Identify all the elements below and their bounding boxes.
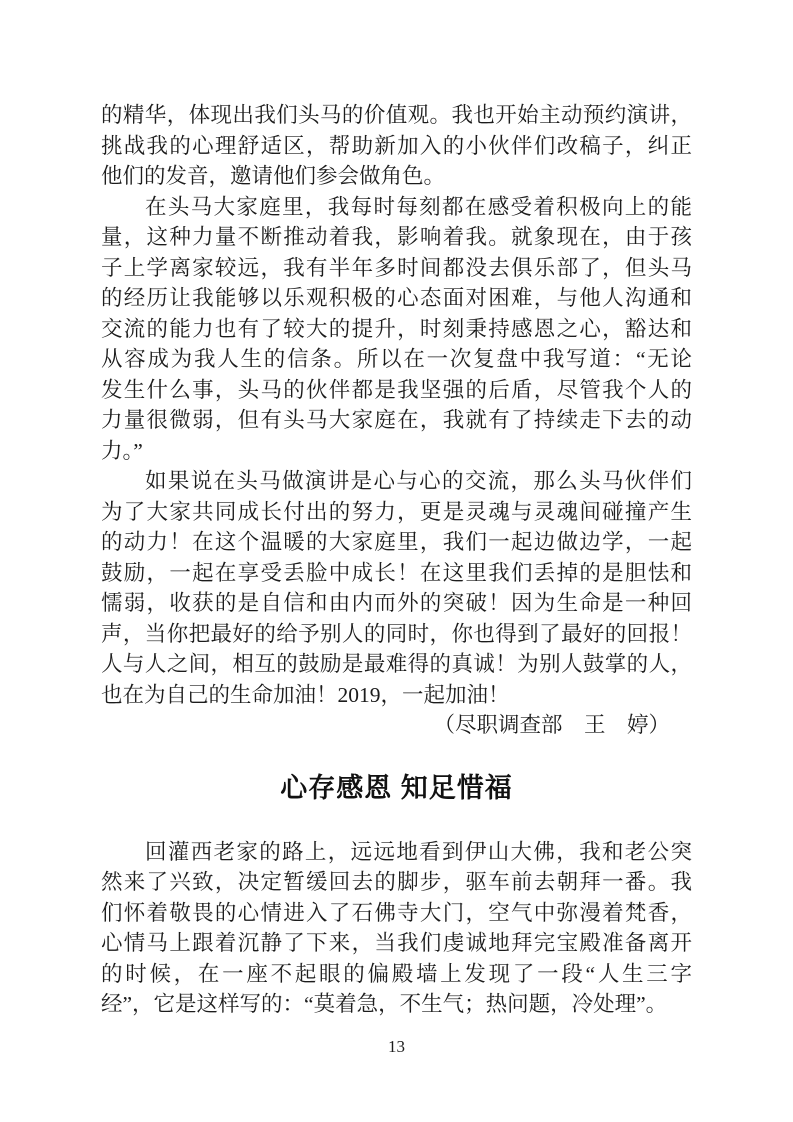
text-line: 的时候，在一座不起眼的偏殿墙上发现了一段“人生三字 xyxy=(101,961,692,986)
text-line: 人与人之间，相互的鼓励是最难得的真诚！为别人鼓掌的人， xyxy=(101,652,692,676)
text-line: 心情马上跟着沉静了下来，当我们虔诚地拜完宝殿准备离开 xyxy=(101,931,692,955)
text-line: 从容成为我人生的信条。所以在一次复盘中我写道：“无论 xyxy=(101,347,692,371)
text-line: 然来了兴致，决定暂缓回去的脚步，驱车前去朝拜一番。我 xyxy=(101,870,692,894)
page-content xyxy=(101,100,692,1020)
text-line: 在头马大家庭里，我每时每刻都在感受着积极向上的能 xyxy=(145,194,692,219)
text-line: 鼓励，一起在享受丢脸中成长！在这里我们丢掉的是胆怯和 xyxy=(101,560,692,585)
text-line: 回灌西老家的路上，远远地看到伊山大佛，我和老公突 xyxy=(145,839,692,864)
text-line: 的动力！在这个温暖的大家庭里，我们一起边做边学，一起 xyxy=(101,530,692,554)
text-line: 的精华，体现出我们头马的价值观。我也开始主动预约演讲， xyxy=(101,103,692,127)
text-line: 懦弱，收获的是自信和由内而外的突破！因为生命是一种回 xyxy=(101,591,692,615)
text-line: 发生什么事，头马的伙伴都是我坚强的后盾，尽管我个人的 xyxy=(101,377,692,402)
text-line: 如果说在头马做演讲是心与心的交流，那么头马伙伴们 xyxy=(145,469,692,493)
text-line: 力量很微弱，但有头马大家庭在，我就有了持续走下去的动 xyxy=(101,408,692,432)
text-line: 力。” xyxy=(101,438,143,463)
text-line: 的经历让我能够以乐观积极的心态面对困难，与他人沟通和 xyxy=(101,286,692,310)
text-line: 交流的能力也有了较大的提升，时刻秉持感恩之心，豁达和 xyxy=(101,316,692,341)
text-line: 声，当你把最好的给予别人的同时，你也得到了最好的回报！ xyxy=(101,621,692,646)
article-previous-body xyxy=(101,100,692,710)
article-signature: （尽职调查部 王 婷） xyxy=(433,713,670,737)
page-number: 13 xyxy=(388,1037,405,1056)
text-line: 他们的发音，邀请他们参会做角色。 xyxy=(101,164,446,188)
text-line: 们怀着敬畏的心情进入了石佛寺大门，空气中弥漫着梵香， xyxy=(101,900,692,925)
article-next-body xyxy=(101,837,692,1020)
text-line: 也在为自己的生命加油！2019，一起加油！ xyxy=(101,682,510,707)
text-line: 量，这种力量不断推动着我，影响着我。就象现在，由于孩 xyxy=(101,225,692,249)
text-line: 子上学离家较远，我有半年多时间都没去俱乐部了，但头马 xyxy=(101,255,692,280)
article-title: 心存感恩 知足惜福 xyxy=(280,772,513,803)
text-line: 为了大家共同成长付出的努力，更是灵魂与灵魂间碰撞产生 xyxy=(101,499,692,524)
text-line: 经”，它是这样写的：“莫着急，不生气；热问题，冷处理”。 xyxy=(101,992,668,1016)
text-line: 挑战我的心理舒适区，帮助新加入的小伙伴们改稿子，纠正 xyxy=(101,133,692,158)
